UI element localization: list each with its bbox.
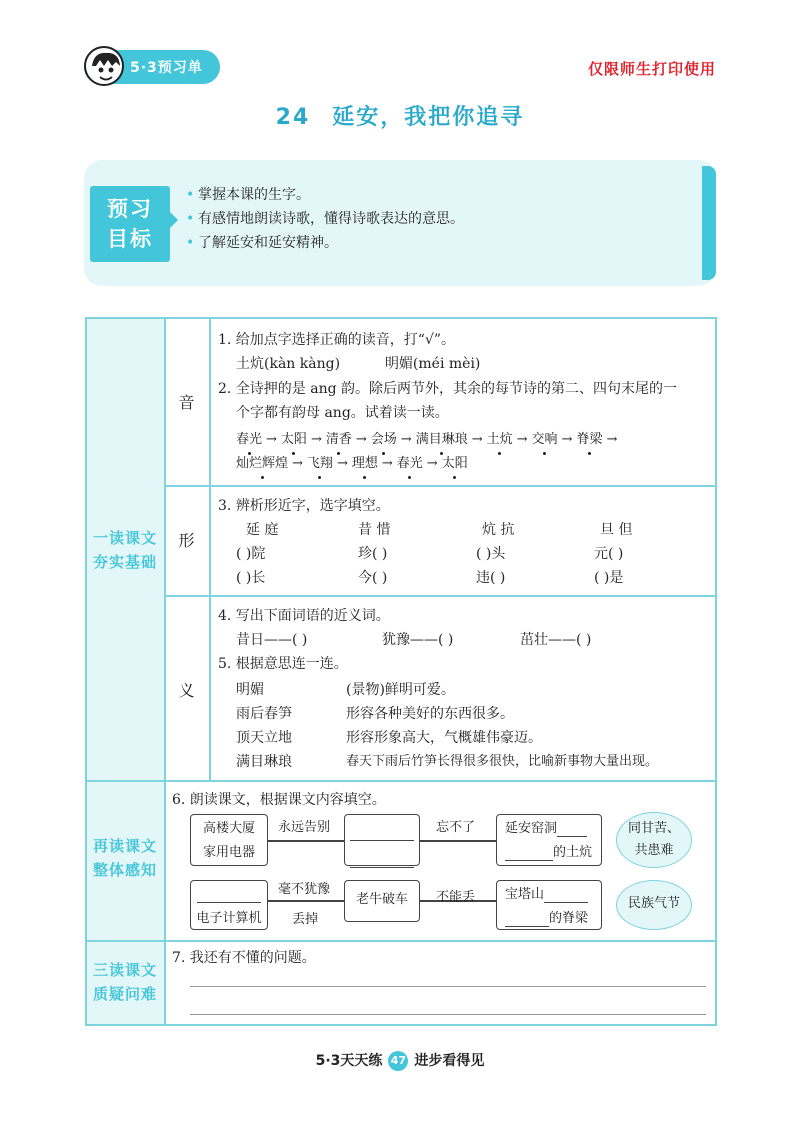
arrow-icon: → — [292, 456, 303, 471]
q3-pair: 昔 惜 — [358, 522, 391, 538]
q4-item[interactable]: 犹豫——( ) — [382, 632, 454, 648]
goals-tag-pointer — [170, 212, 178, 228]
chain-word: 太阳 — [442, 452, 468, 476]
section-third-line2: 质疑问难 — [92, 985, 157, 1003]
table-border-bottom — [85, 1024, 716, 1026]
lesson-title — [0, 100, 800, 131]
chain-word: 飞翔 — [307, 452, 333, 476]
brand-label: 5·3预习单 — [130, 60, 203, 76]
mascot-avatar-icon — [84, 46, 124, 86]
lesson-name: 延安，我把你追寻 — [332, 105, 525, 130]
flow-connector — [268, 900, 344, 902]
q5-title: 5. 根据意思连一连。 — [218, 656, 348, 672]
flow-box-3-line1: 延安窑洞 — [505, 821, 558, 836]
q6-title: 6. 朗读课文，根据课文内容填空。 — [172, 792, 386, 808]
answer-line[interactable] — [190, 1014, 706, 1015]
column-divider-lower — [164, 780, 166, 1026]
blank-line[interactable] — [505, 911, 549, 927]
q3-blank[interactable]: ( )院 — [236, 546, 266, 562]
chain-word: 春光 — [236, 428, 262, 452]
flow-box-6[interactable] — [496, 880, 602, 930]
arrow-icon: → — [381, 456, 393, 471]
flow-link-3-line2: 丢掉 — [292, 912, 319, 927]
table-border-right — [715, 317, 717, 1026]
blank-line[interactable] — [557, 821, 587, 837]
section-label-third — [86, 958, 164, 1006]
q1-options — [236, 352, 480, 376]
flow-box-6-line2: 的脊梁 — [549, 911, 589, 926]
lesson-number: 24 — [275, 105, 311, 130]
q2-line2: 个字都有韵母 ang。试着读一读。 — [236, 405, 449, 421]
q7-title: 7. 我还有不懂的问题。 — [172, 950, 316, 966]
section-second-line1: 再读课文 — [92, 837, 157, 855]
blank-line[interactable] — [350, 825, 414, 841]
q5-left-item[interactable]: 顶天立地 — [236, 730, 292, 746]
flow-box-1 — [190, 814, 268, 866]
section-divider-2 — [85, 940, 716, 942]
arrow-icon: → — [336, 456, 348, 471]
footer-left: 5·3天天练 — [315, 1053, 383, 1069]
chain-word: 满目琳琅 — [416, 428, 468, 452]
page-number: 47 — [388, 1051, 408, 1071]
flow-box-3-line2: 的土炕 — [553, 845, 593, 860]
q3-pair: 延 庭 — [246, 522, 279, 538]
q3-blank[interactable]: ( )头 — [476, 546, 506, 562]
section-divider-1 — [85, 780, 716, 782]
goal-item: • 有感情地朗读诗歌，懂得诗歌表达的意思。 — [186, 207, 464, 231]
q3-blank[interactable]: 珍( ) — [358, 546, 388, 562]
q3-blank[interactable]: 今( ) — [358, 570, 388, 586]
flow-box-6-line1: 宝塔山 — [505, 887, 545, 902]
section-column — [86, 318, 164, 1025]
section-label-second — [86, 834, 164, 882]
chain-word: 土炕 — [487, 428, 513, 452]
column-divider-2 — [209, 317, 211, 780]
blank-line[interactable] — [544, 887, 588, 903]
arrow-icon: → — [266, 432, 277, 447]
q2-chain-2 — [236, 452, 468, 476]
flow-box-3[interactable] — [496, 814, 602, 866]
q4-item[interactable]: 昔日——( ) — [236, 632, 308, 648]
chain-word: 清香 — [326, 428, 352, 452]
flow-cloud-2: 民族气节 — [616, 880, 692, 930]
arrow-icon: → — [400, 432, 412, 447]
chain-word: 会场 — [371, 428, 397, 452]
section-third-line1: 三读课文 — [92, 961, 157, 979]
flow-box-4-line2: 电子计算机 — [196, 911, 262, 926]
blank-line[interactable] — [350, 852, 414, 868]
flow-cloud-1-line1: 同甘苦、 — [627, 821, 680, 836]
q2-line1: 2. 全诗押的是 ang 韵。除后两节外，其余的每节诗的第二、四句末尾的一 — [218, 381, 678, 397]
flow-box-5: 老牛破车 — [344, 880, 420, 922]
table-border-left — [85, 317, 87, 1026]
table-border-top — [85, 317, 716, 319]
chain-word: 脊梁 — [576, 428, 602, 452]
flow-box-1-line2: 家用电器 — [202, 845, 255, 860]
arrow-icon: → — [561, 432, 573, 447]
sub-label-meaning: 义 — [178, 681, 195, 700]
flow-link-4: 不能丢 — [436, 890, 476, 905]
q5-right-item[interactable]: 春天下雨后竹笋长得很多很快，比喻新事物大量出现。 — [346, 754, 659, 769]
flow-link-1: 永远告别 — [278, 820, 331, 835]
section-second-line2: 整体感知 — [92, 861, 157, 879]
section-label-first — [86, 526, 164, 574]
arrow-icon: → — [606, 432, 618, 447]
flow-box-1-line1: 高楼大厦 — [202, 821, 255, 836]
row-divider-1 — [164, 485, 716, 487]
q5-right-item[interactable]: (景物)鲜明可爱。 — [346, 682, 455, 698]
blank-line[interactable] — [197, 887, 261, 903]
goals-tag — [90, 186, 170, 262]
sub-label-sound: 音 — [178, 393, 195, 412]
flow-box-4[interactable] — [190, 880, 268, 930]
q5-left-item[interactable]: 明媚 — [236, 682, 264, 698]
flow-connector — [268, 840, 344, 842]
arrow-icon: → — [426, 456, 438, 471]
q5-right-item[interactable]: 形容形象高大，气概雄伟豪迈。 — [346, 730, 542, 746]
chain-word: 交响 — [532, 428, 558, 452]
flow-link-3-line1: 毫不犹豫 — [278, 882, 331, 897]
q2-chain-1 — [236, 428, 621, 452]
print-restriction: 仅限师生打印使用 — [587, 60, 716, 78]
q1-title: 1. 给加点字选择正确的读音，打“√”。 — [218, 332, 456, 348]
flow-link-2: 忘不了 — [436, 820, 476, 835]
q3-blank[interactable]: ( )是 — [594, 570, 624, 586]
q5-left-item[interactable]: 满目琳琅 — [236, 754, 292, 770]
flow-box-2[interactable] — [344, 814, 420, 866]
q3-pair: 旦 但 — [600, 522, 633, 538]
footer-right: 进步看得见 — [414, 1053, 485, 1069]
goals-list — [186, 183, 464, 255]
footer — [0, 1050, 800, 1071]
blank-line[interactable] — [505, 845, 553, 861]
answer-line[interactable] — [190, 986, 706, 987]
goal-item: • 了解延安和延安精神。 — [186, 231, 464, 255]
q3-pair: 炕 抗 — [482, 522, 515, 538]
row-divider-2 — [164, 595, 716, 597]
q5-right-item[interactable]: 形容各种美好的东西很多。 — [346, 706, 514, 722]
sub-label-shape: 形 — [178, 531, 195, 550]
flow-connector — [420, 840, 496, 842]
goals-panel-edge — [702, 166, 716, 280]
q4-title: 4. 写出下面词语的近义词。 — [218, 608, 390, 624]
q3-blank[interactable]: 违( ) — [476, 570, 506, 586]
goals-tag-line2: 目标 — [107, 227, 153, 251]
q5-left-item[interactable]: 雨后春笋 — [236, 706, 292, 722]
q3-title: 3. 辨析形近字，选字填空。 — [218, 498, 390, 514]
goals-tag-line1: 预习 — [107, 197, 153, 221]
arrow-icon: → — [355, 432, 367, 447]
flow-cloud-1-line2: 共患难 — [634, 843, 674, 858]
arrow-icon: → — [471, 432, 483, 447]
q3-blank[interactable]: 元( ) — [594, 546, 624, 562]
flow-cloud-1 — [616, 812, 692, 868]
q4-item[interactable]: 茁壮——( ) — [520, 632, 592, 648]
section-first-line2: 夯实基础 — [92, 553, 157, 571]
goal-item: • 掌握本课的生字。 — [186, 183, 464, 207]
chain-word: 理想 — [352, 452, 378, 476]
section-first-line1: 一读课文 — [92, 529, 157, 547]
arrow-icon: → — [310, 432, 322, 447]
chain-word: 灿烂辉煌 — [236, 452, 288, 476]
chain-word: 太阳 — [281, 428, 307, 452]
q3-blank[interactable]: ( )长 — [236, 570, 266, 586]
q1-item: 明媚(méi mèi) — [384, 356, 481, 372]
arrow-icon: → — [516, 432, 528, 447]
q1-item: 土炕(kàn kàng) — [236, 356, 341, 372]
chain-word: 春光 — [397, 452, 423, 476]
